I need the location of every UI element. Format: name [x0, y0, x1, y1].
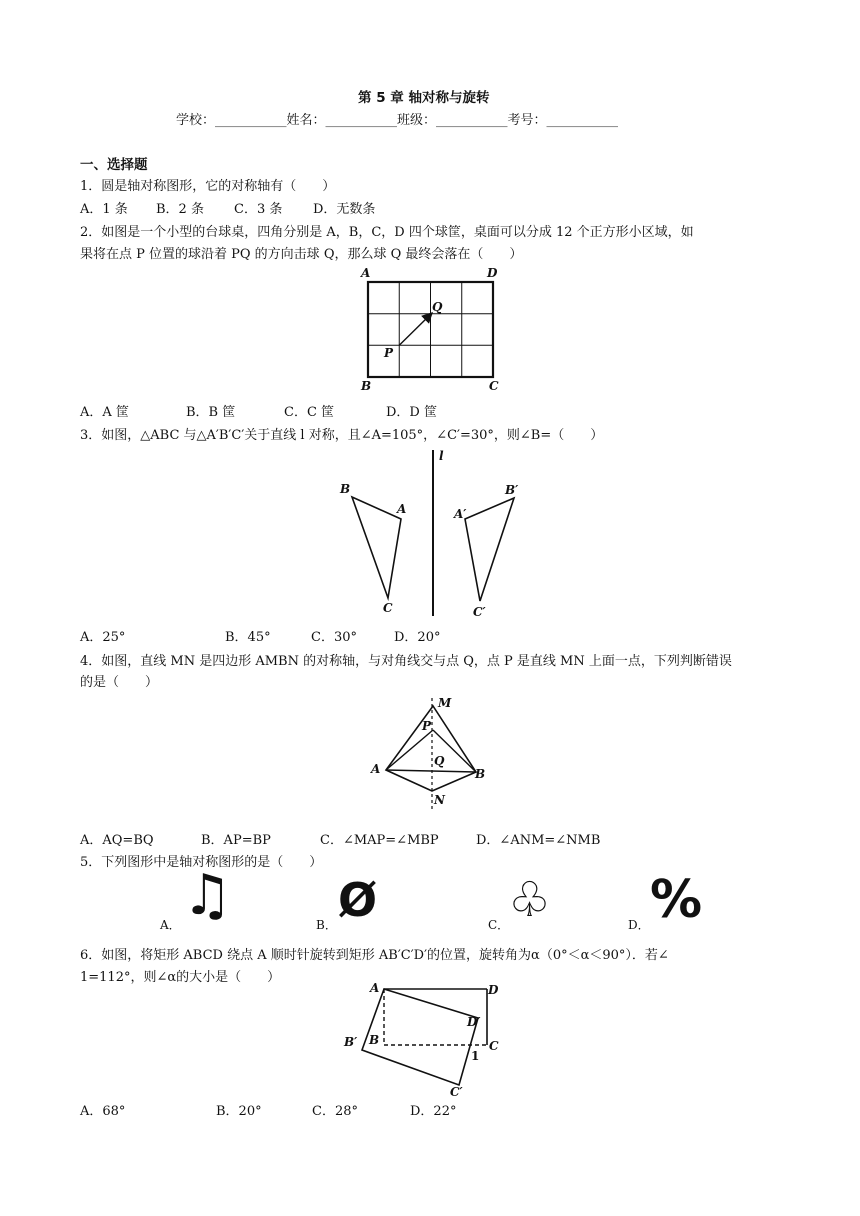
corner-label-d: D [487, 266, 498, 280]
question-6-option-d[interactable]: D．22° [410, 1104, 457, 1119]
question-1-option-c[interactable]: C．3 条 [234, 202, 283, 217]
question-3-stem: 3．如图，△ABC 与△A′B′C′关于直线 l 对称，且∠A=105°，∠C′=30°，则∠B=（ ） [80, 428, 604, 443]
vertex-label-b: B [369, 1033, 380, 1047]
rotated-rectangle-figure [340, 978, 500, 1098]
point-label-m: M [438, 696, 452, 710]
question-6-stem-line-1: 6．如图，将矩形 ABCD 绕点 A 顺时针旋转到矩形 AB′C′D′的位置，旋转角为α（0°＜α＜90°）．若∠ [80, 948, 669, 963]
question-2-option-d[interactable]: D．D 筐 [386, 405, 437, 420]
section-title: 一、选择题 [80, 157, 148, 173]
point-label-q: Q [434, 754, 445, 768]
angle-label-1: 1 [471, 1049, 480, 1063]
percent-sign-icon: % [650, 870, 703, 930]
question-3-option-c[interactable]: C．30° [311, 630, 357, 645]
question-4-stem-line-1: 4．如图，直线 MN 是四边形 AMBN 的对称轴，与对角线交与点 Q，点 P 是直线 MN 上面一点，下列判断错误 [80, 654, 732, 669]
line-label-l: l [439, 449, 444, 463]
question-2-stem-line-2: 果将在点 P 位置的球沿着 PQ 的方向击球 Q，那么球 Q 最终会落在（ ） [80, 247, 523, 262]
slashed-zero-icon: Ø [338, 873, 378, 927]
point-label-b: B [475, 767, 486, 781]
question-6-option-b[interactable]: B．20° [216, 1104, 262, 1119]
point-label-p: P [422, 719, 432, 733]
vertex-label-b-prime: B′ [505, 483, 519, 497]
vertex-label-b: B [340, 482, 351, 496]
vertex-label-a: A [397, 502, 407, 516]
point-label-p: P [384, 346, 394, 360]
question-4-option-d[interactable]: D．∠ANM=∠NMB [476, 833, 601, 848]
vertex-label-c-prime: C′ [450, 1085, 463, 1098]
question-5-option-b[interactable]: B． [316, 918, 337, 932]
vertex-label-d: D [488, 983, 499, 997]
question-6-option-c[interactable]: C．28° [312, 1104, 358, 1119]
point-label-a: A [371, 762, 381, 776]
question-3-option-a[interactable]: A．25° [80, 630, 126, 645]
question-1-option-a[interactable]: A．1 条 [80, 202, 128, 217]
vertex-label-a: A [370, 981, 380, 995]
vertex-label-c: C [489, 1039, 499, 1053]
question-6-stem-line-2: 1=112°，则∠α的大小是（ ） [80, 970, 281, 985]
question-3-option-b[interactable]: B．45° [225, 630, 271, 645]
question-5-option-c[interactable]: C． [488, 918, 510, 932]
quadrilateral-amnb-figure [365, 693, 495, 813]
question-2-option-c[interactable]: C．C 筐 [284, 405, 335, 420]
question-2-option-b[interactable]: B．B 筐 [186, 405, 236, 420]
corner-label-b: B [361, 379, 372, 393]
question-3-option-d[interactable]: D．20° [394, 630, 441, 645]
point-label-n: N [434, 793, 445, 807]
symmetric-triangles-figure [335, 446, 535, 622]
point-label-q: Q [432, 300, 443, 314]
vertex-label-a-prime: A′ [454, 507, 467, 521]
corner-label-c: C [489, 379, 499, 393]
question-4-option-a[interactable]: A．AQ=BQ [80, 833, 154, 848]
question-5-option-a[interactable]: A． [160, 918, 181, 932]
corner-label-a: A [361, 266, 371, 280]
question-5-option-d[interactable]: D． [628, 918, 650, 932]
question-1-option-b[interactable]: B．2 条 [156, 202, 204, 217]
question-6-option-a[interactable]: A．68° [80, 1104, 126, 1119]
question-1-option-d[interactable]: D．无数条 [313, 202, 376, 217]
question-5-stem: 5．下列图形中是轴对称图形的是（ ） [80, 855, 323, 870]
question-2-stem-line-1: 2．如图是一个小型的台球桌，四角分别是 A，B，C，D 四个球筐，桌面可以分成 12 个正方形小区域，如 [80, 225, 694, 240]
club-suit-icon: ♧ [508, 872, 552, 928]
music-note-icon: ♫ [182, 863, 233, 928]
question-4-option-b[interactable]: B．AP=BP [201, 833, 271, 848]
question-1-stem: 1．圆是轴对称图形，它的对称轴有（ ） [80, 179, 336, 194]
billiard-table-figure [355, 263, 505, 395]
question-4-option-c[interactable]: C．∠MAP=∠MBP [320, 833, 439, 848]
vertex-label-d-prime: D′ [467, 1015, 481, 1029]
question-2-option-a[interactable]: A．A 筐 [80, 405, 129, 420]
question-4-stem-line-2: 的是（ ） [80, 675, 159, 690]
page-title: 第 5 章 轴对称与旋转 [358, 90, 490, 106]
vertex-label-c-prime: C′ [473, 605, 486, 619]
vertex-label-c: C [383, 601, 393, 615]
vertex-label-b-prime: B′ [344, 1035, 358, 1049]
student-info-line: 学校：___________姓名：___________班级：___________考号：___________ [176, 113, 619, 128]
